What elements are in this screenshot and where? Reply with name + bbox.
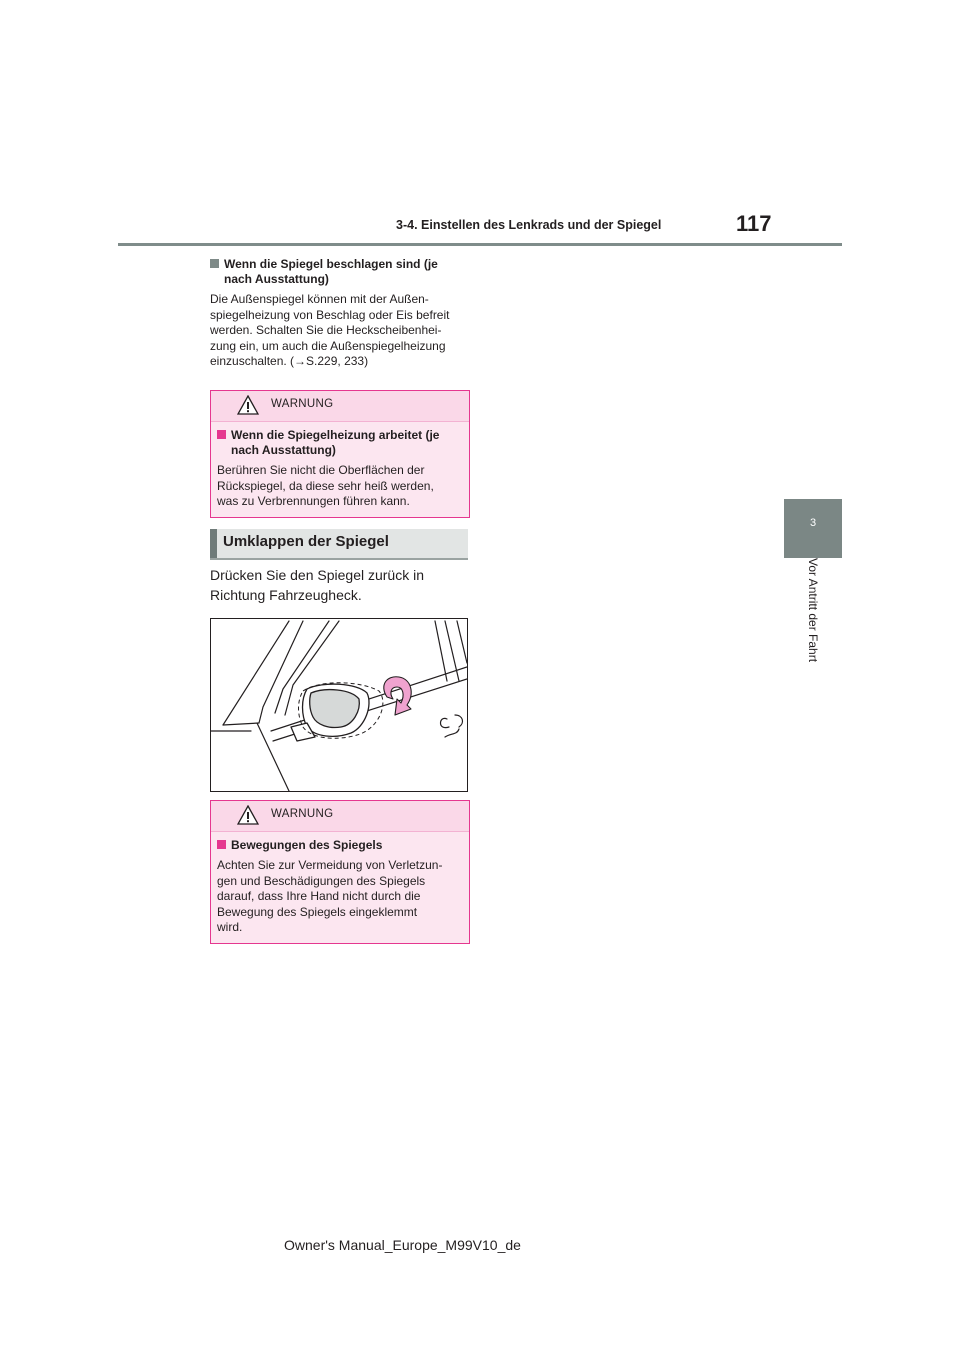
warning-text (217, 858, 463, 936)
warning-header (211, 801, 469, 832)
fog-heading-line2: nach Ausstattung) (224, 272, 329, 286)
warning-heading-line1: Wenn die Spiegelheizung arbeitet (je (231, 428, 440, 442)
fold-instruction (210, 565, 470, 605)
text-line: Drücken Sie den Spiegel zurück in (210, 567, 425, 583)
text-line: werden. Schalten Sie die Heckscheibenhei- (210, 323, 442, 338)
fold-arrow-icon (384, 677, 411, 715)
text-line: Berühren Sie nicht die Oberflächen der (217, 463, 425, 477)
text-line: gen und Beschädigungen des Spiegels (217, 873, 426, 888)
fog-subheading (210, 257, 468, 287)
warning-heading (217, 428, 463, 458)
text-line: darauf, dass Ihre Hand nicht durch die (217, 889, 421, 904)
text-line: Die Außenspiegel können mit der Außen- (210, 292, 429, 306)
warning-box-heating (210, 390, 470, 518)
header-rule (118, 243, 842, 246)
fog-heading-line1: Wenn die Spiegel beschlagen sind (je (224, 257, 438, 271)
warning-triangle-icon (237, 805, 259, 825)
chapter-label: Vor Antritt der Fahrt (806, 558, 820, 663)
text-line: was zu Verbrennungen führen kann. (217, 494, 410, 509)
warning-heading (217, 838, 463, 853)
text-line: zung ein, um auch die Außenspiegelheizung (210, 338, 446, 353)
text-line: Achten Sie zur Vermeidung von Verletzun- (217, 858, 443, 872)
section-heading (210, 529, 468, 560)
warning-triangle-icon (237, 395, 259, 415)
text-line: Richtung Fahrzeugheck. (210, 587, 362, 603)
chapter-number: 3 (809, 517, 817, 529)
warning-body (211, 832, 469, 943)
square-bullet-icon (217, 430, 226, 439)
mirror-fold-illustration (210, 618, 468, 792)
warning-heading-text: Bewegungen des Spiegels (231, 838, 383, 852)
warning-heading-line2: nach Ausstattung) (231, 443, 336, 457)
side-tab-spacer (784, 246, 842, 499)
text-line: Bewegung des Spiegels eingeklemmt (217, 904, 418, 919)
warning-box-movement (210, 800, 470, 944)
section-title: Umklappen der Spiegel (223, 533, 389, 550)
text-line: spiegelheizung von Beschlag oder Eis befreit (210, 307, 450, 322)
warning-title: WARNUNG (271, 808, 334, 820)
running-header: 3-4. Einstellen des Lenkrads und der Spiegel (396, 218, 662, 232)
square-bullet-icon (217, 840, 226, 849)
fog-paragraph (210, 292, 472, 370)
chapter-label-area (784, 558, 842, 698)
section-heading-bar (210, 529, 217, 558)
page-number: 117 (736, 211, 772, 236)
square-bullet-icon (210, 259, 219, 268)
warning-header (211, 391, 469, 422)
page-footer: Owner's Manual_Europe_M99V10_de (284, 1237, 521, 1253)
text-line: wird. (217, 920, 243, 935)
text-line: einzuschalten. (→S.229, 233) (210, 354, 369, 369)
warning-title: WARNUNG (271, 398, 334, 410)
warning-body (211, 422, 469, 517)
mirror-illustration-svg (211, 619, 467, 791)
warning-text (217, 463, 463, 510)
chapter-tab[interactable] (784, 499, 842, 558)
text-line: Rückspiegel, da diese sehr heiß werden, (217, 478, 434, 493)
